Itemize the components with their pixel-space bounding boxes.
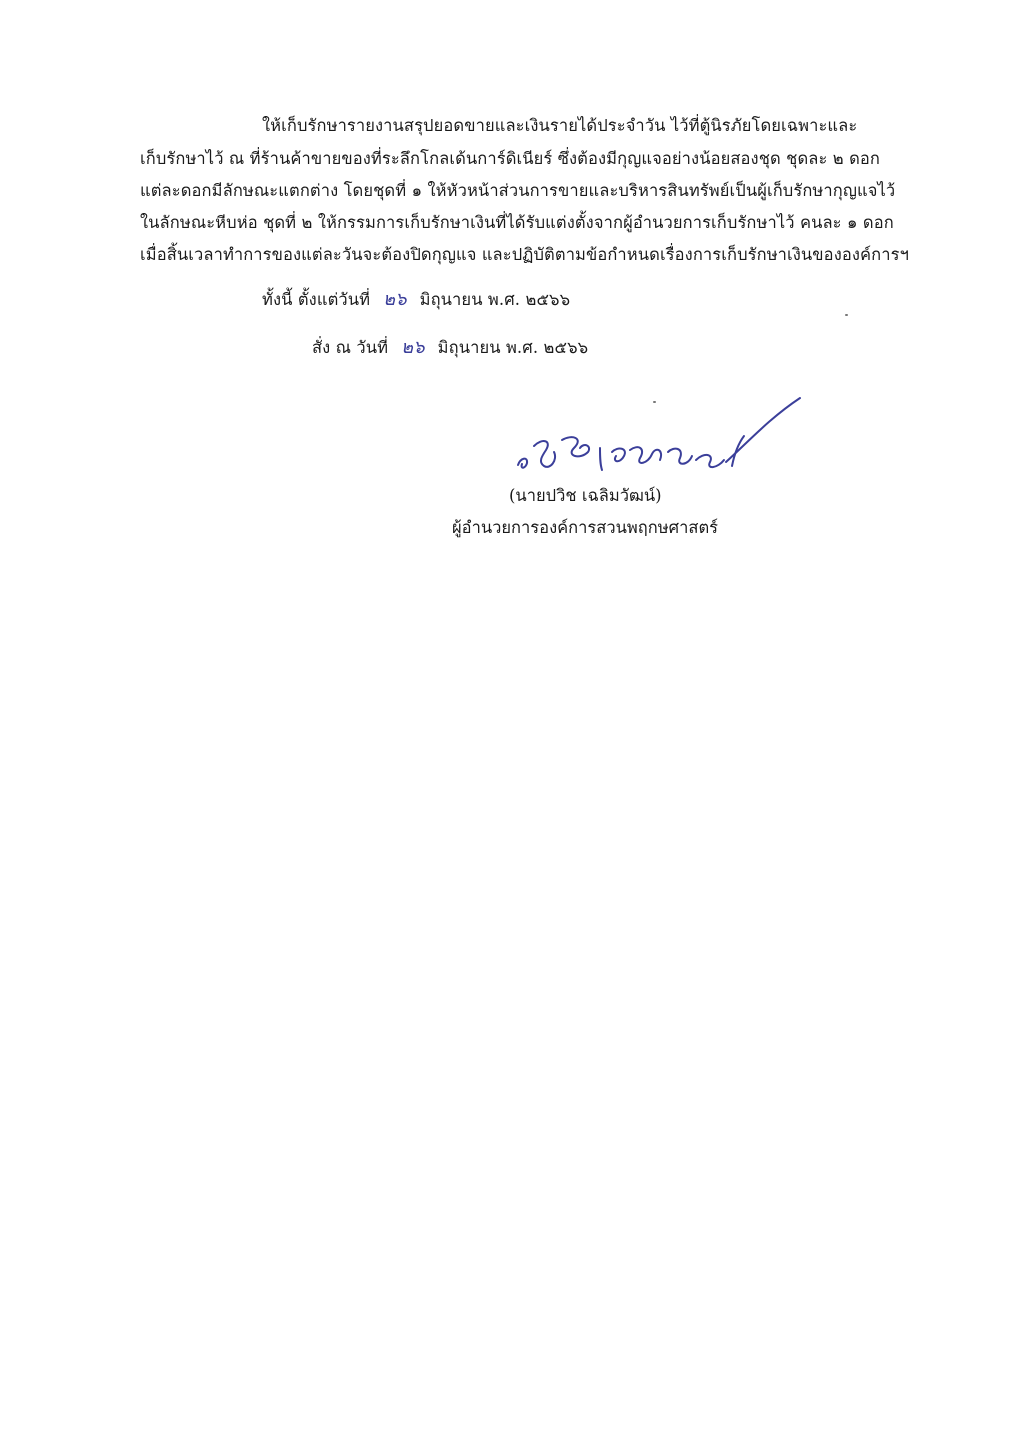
scan-speck: [845, 314, 848, 316]
handwritten-signature: [500, 390, 820, 490]
signatory-title: ผู้อำนวยการองค์การสวนพฤกษศาสตร์: [452, 518, 719, 537]
effective-date-prefix: ทั้งนี้ ตั้งแต่วันที่: [262, 290, 371, 309]
effective-date-line: [262, 290, 570, 310]
paragraph-line-5: เมื่อสิ้นเวลาทำการของแต่ละวันจะต้องปิดกุญแจ และปฏิบัติตามข้อกำหนดเรื่องการเก็บรักษาเงินขององค์การฯ: [140, 245, 909, 264]
effective-date-day-handwritten: ๒๖: [383, 289, 407, 310]
order-date-day-handwritten: ๒๖: [401, 337, 425, 358]
paragraph-line-3: แต่ละดอกมีลักษณะแตกต่าง โดยชุดที่ ๑ ให้หัวหน้าส่วนการขายและบริหารสินทรัพย์เป็นผู้เก็บรักษากุญแจไว้: [140, 181, 896, 200]
effective-date-suffix: มิถุนายน พ.ศ. ๒๕๖๖: [419, 290, 571, 309]
order-date-suffix: มิถุนายน พ.ศ. ๒๕๖๖: [437, 338, 589, 357]
signatory-name: (นายปวิช เฉลิมวัฒน์): [509, 486, 662, 505]
paragraph-line-4: ในลักษณะหีบห่อ ชุดที่ ๒ ให้กรรมการเก็บรักษาเงินที่ได้รับแต่งตั้งจากผู้อำนวยการเก็บรักษาไว้ คนละ ๑ ดอก: [140, 213, 894, 232]
paragraph-line-1: ให้เก็บรักษารายงานสรุปยอดขายและเงินรายได้ประจำวัน ไว้ที่ตู้นิรภัยโดยเฉพาะและ: [262, 116, 858, 135]
order-date-line: [312, 338, 588, 358]
paragraph-line-2: เก็บรักษาไว้ ณ ที่ร้านค้าขายของที่ระลึกโกลเด้นการ์ดิเนียร์ ซึ่งต้องมีกุญแจอย่างน้อยสองชุด ชุดละ ๒ ดอก: [140, 149, 881, 168]
order-date-prefix: สั่ง ณ วันที่: [312, 338, 389, 357]
